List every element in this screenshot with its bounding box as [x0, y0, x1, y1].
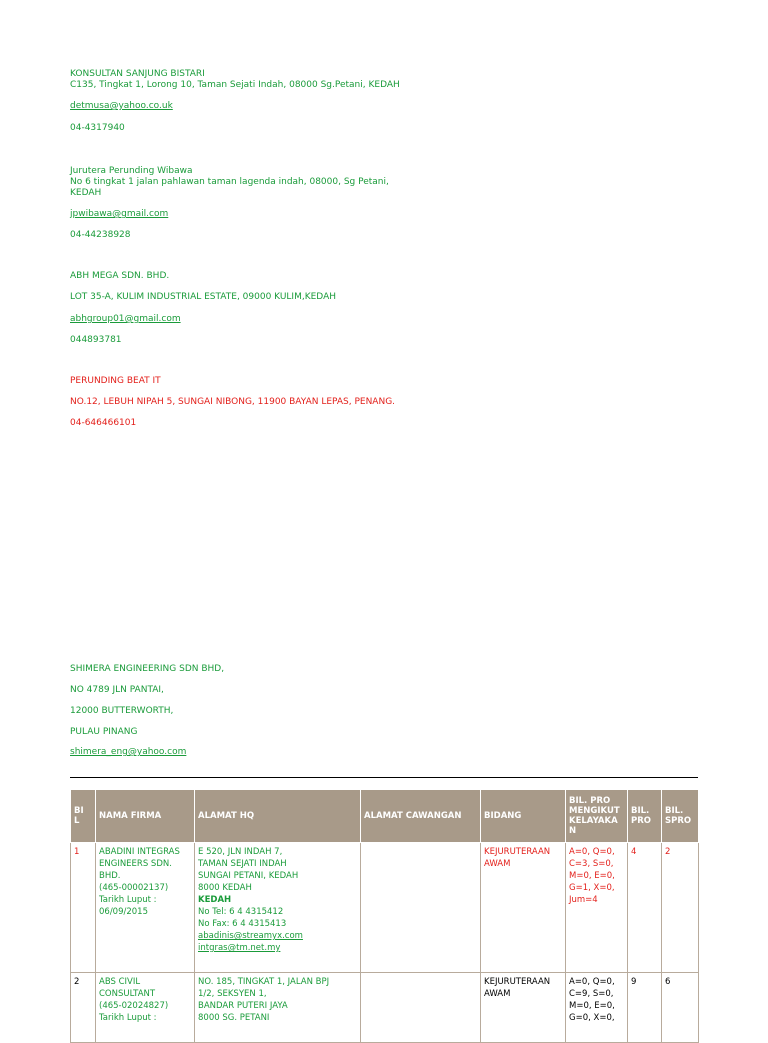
address-line: 8000 SG. PETANI	[198, 1013, 270, 1023]
contact-email-link[interactable]: shimera_eng@yahoo.com	[70, 747, 187, 757]
contact-name: KONSULTAN SANJUNG BISTARI	[70, 69, 205, 79]
field-line: KEJURUTERAAN	[484, 977, 551, 987]
qualification-line: C=9, S=0,	[569, 989, 614, 999]
contact-address-line1: No 6 tingkat 1 jalan pahlawan taman lagenda indah, 08000, Sg Petani,	[70, 177, 389, 187]
email-link[interactable]: abadinis@streamyx.com	[198, 931, 303, 941]
contact-address-line2: KEDAH	[70, 188, 102, 198]
cell-bidang	[481, 843, 566, 973]
qualification-line: G=1, X=0,	[569, 883, 615, 893]
qualification-line: M=0, E=0,	[569, 1001, 615, 1011]
table-row	[71, 973, 699, 1043]
contact-name: SHIMERA ENGINEERING SDN BHD,	[70, 664, 225, 674]
table-row	[71, 843, 699, 973]
header-alamat-cawangan: ALAMAT CAWANGAN	[361, 790, 481, 843]
contact-address-line3: PULAU PINANG	[70, 727, 138, 737]
field-line: AWAM	[484, 989, 511, 999]
firm-name-line: ABS CIVIL	[99, 977, 141, 987]
firm-expiry-label: Tarikh Luput :	[99, 895, 157, 905]
cell-bil-pro: 4	[628, 843, 662, 973]
cell-alamat-hq	[195, 973, 361, 1043]
cell-kelayakan	[566, 973, 628, 1043]
contact-address: C135, Tingkat 1, Lorong 10, Taman Sejati Indah, 08000 Sg.Petani, KEDAH	[70, 80, 400, 90]
header-nama-firma: NAMA FIRMA	[96, 790, 195, 843]
phone-number: No Tel: 6 4 4315412	[198, 907, 284, 917]
fax-number: No Fax: 6 4 4315413	[198, 919, 287, 929]
cell-alamat-cawangan	[361, 973, 481, 1043]
header-alamat-hq: ALAMAT HQ	[195, 790, 361, 843]
contact-address: NO.12, LEBUH NIPAH 5, SUNGAI NIBONG, 11900 BAYAN LEPAS, PENANG.	[70, 397, 396, 407]
address-line: 8000 KEDAH	[198, 883, 252, 893]
qualification-line: G=0, X=0,	[569, 1013, 615, 1023]
firm-expiry-label: Tarikh Luput :	[99, 1013, 157, 1023]
contact-name: ABH MEGA SDN. BHD.	[70, 271, 170, 281]
header-bil-pro: BIL. PRO	[628, 790, 662, 843]
header-bidang: BIDANG	[481, 790, 566, 843]
cell-bidang	[481, 973, 566, 1043]
email-link[interactable]: intgras@tm.net.my	[198, 943, 281, 953]
header-bil: BI L	[71, 790, 96, 843]
firms-table	[70, 789, 699, 1043]
address-line: BANDAR PUTERI JAYA	[198, 1001, 288, 1011]
firm-name-line: CONSULTANT	[99, 989, 156, 999]
contact-phone: 044893781	[70, 335, 122, 345]
firm-reg-no: (465-02024827)	[99, 1001, 169, 1011]
address-line: SUNGAI PETANI, KEDAH	[198, 871, 299, 881]
contact-konsultan-sanjung	[70, 69, 400, 91]
field-line: KEJURUTERAAN	[484, 847, 551, 857]
address-line: 1/2, SEKSYEN 1,	[198, 989, 267, 999]
cell-kelayakan	[566, 843, 628, 973]
cell-bil-pro: 9	[628, 973, 662, 1043]
contact-name: PERUNDING BEAT IT	[70, 376, 161, 386]
qualification-line: M=0, E=0,	[569, 871, 615, 881]
cell-bil: 1	[71, 843, 96, 973]
cell-nama-firma	[96, 973, 195, 1043]
firm-name-line: ENGINEERS SDN.	[99, 859, 172, 869]
firm-expiry-date: 06/09/2015	[99, 907, 148, 917]
contact-phone: 04-4317940	[70, 123, 125, 133]
qualification-line: A=0, Q=0,	[569, 847, 615, 857]
divider	[70, 777, 698, 778]
cell-bil-spro: 6	[662, 973, 699, 1043]
qualification-line: A=0, Q=0,	[569, 977, 615, 987]
address-line: E 520, JLN INDAH 7,	[198, 847, 283, 857]
contact-address: LOT 35-A, KULIM INDUSTRIAL ESTATE, 09000 KULIM,KEDAH	[70, 292, 336, 302]
cell-alamat-hq	[195, 843, 361, 973]
table-header-row	[71, 790, 699, 843]
contact-name: Jurutera Perunding Wibawa	[70, 166, 193, 176]
qualification-line: C=3, S=0,	[569, 859, 614, 869]
address-line: TAMAN SEJATI INDAH	[198, 859, 287, 869]
cell-nama-firma	[96, 843, 195, 973]
contact-jurutera-wibawa	[70, 166, 389, 199]
contact-email-link[interactable]: abhgroup01@gmail.com	[70, 314, 181, 324]
address-line: NO. 185, TINGKAT 1, JALAN BPJ	[198, 977, 330, 987]
contact-phone: 04-646466101	[70, 418, 137, 428]
firm-reg-no: (465-00002137)	[99, 883, 169, 893]
contact-phone: 04-44238928	[70, 230, 131, 240]
field-line: AWAM	[484, 859, 511, 869]
header-bil-spro: BIL. SPRO	[662, 790, 699, 843]
contact-address-line1: NO 4789 JLN PANTAI,	[70, 685, 164, 695]
contact-email-link[interactable]: jpwibawa@gmail.com	[70, 209, 169, 219]
contact-email-link[interactable]: detmusa@yahoo.co.uk	[70, 101, 173, 111]
contact-address-line2: 12000 BUTTERWORTH,	[70, 706, 174, 716]
firm-name-line: ABADINI INTEGRAS	[99, 847, 180, 857]
qualification-total: Jum=4	[569, 895, 598, 905]
header-bil-pro-kelayakan: BIL. PRO MENGIKUT KELAYAKA N	[566, 790, 628, 843]
cell-bil-spro: 2	[662, 843, 699, 973]
address-state: KEDAH	[198, 895, 232, 905]
cell-alamat-cawangan	[361, 843, 481, 973]
firm-name-line: BHD.	[99, 871, 121, 881]
cell-bil: 2	[71, 973, 96, 1043]
